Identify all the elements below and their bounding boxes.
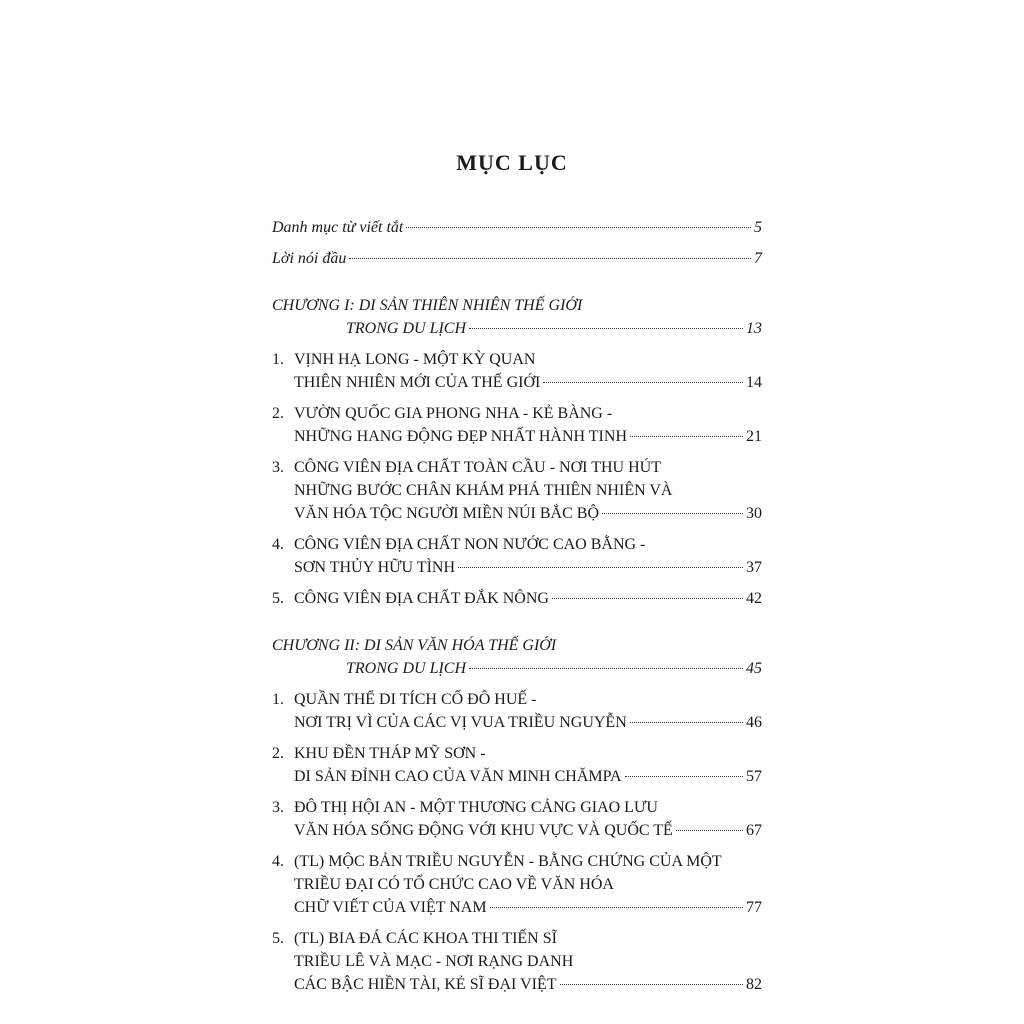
toc-item [272,348,762,394]
item-title-line: NHỮNG BƯỚC CHÂN KHÁM PHÁ THIÊN NHIÊN VÀ [294,482,673,499]
item-title-entry [294,973,762,996]
page-number: 37 [746,559,762,576]
table-of-contents [272,216,762,996]
dot-leader [676,830,743,831]
toc-item [272,402,762,448]
item-title-line: (TL) BIA ĐÁ CÁC KHOA THI TIẾN SĨ [294,930,557,947]
chapter-title-entry [272,317,762,340]
page-number: 7 [754,250,762,267]
item-number: 4. [272,853,284,870]
item-number: 3. [272,799,284,816]
item-title-line: CÔNG VIÊN ĐỊA CHẤT TOÀN CẦU - NƠI THU HÚT [294,459,661,476]
dot-leader [490,907,743,908]
item-title-line: KHU ĐỀN THÁP MỸ SƠN - [294,745,486,762]
item-title-entry [294,711,762,734]
page-number: 82 [746,976,762,993]
item-title-entry [294,556,762,579]
item-body [294,688,762,734]
item-body [294,533,762,579]
item-title-entry [294,765,762,788]
page-number: 13 [746,320,762,337]
item-title-line: VỊNH HẠ LONG - MỘT KỲ QUAN [294,351,536,368]
entry-label: CÔNG VIÊN ĐỊA CHẤT ĐẮK NÔNG [294,590,549,607]
page-number: 5 [754,219,762,236]
page-number: 67 [746,822,762,839]
toc-item [272,533,762,579]
item-body [294,348,762,394]
toc-item [272,587,762,610]
page-number: 21 [746,428,762,445]
dot-leader [625,776,743,777]
page-number: 42 [746,590,762,607]
entry-label: VĂN HÓA SỐNG ĐỘNG VỚI KHU VỰC VÀ QUỐC TẾ [294,822,673,839]
chapter-title-entry [272,657,762,680]
item-title-entry [294,819,762,842]
toc-item [272,927,762,996]
dot-leader [469,328,743,329]
dot-leader [560,984,743,985]
dot-leader [552,598,743,599]
item-title-entry [294,371,762,394]
entry-label: DI SẢN ĐỈNH CAO CỦA VĂN MINH CHĂMPA [294,768,622,785]
chapter-items [272,348,762,610]
dot-leader [630,436,743,437]
page-title: MỤC LỤC [456,150,568,175]
item-title-line: TRIỀU LÊ VÀ MẠC - NƠI RẠNG DANH [294,953,574,970]
item-body [294,742,762,788]
dot-leader [469,668,743,669]
dot-leader [602,513,743,514]
item-number: 5. [272,590,284,607]
toc-item [272,796,762,842]
toc-item [272,688,762,734]
chapter-title-line: CHƯƠNG II: DI SẢN VĂN HÓA THẾ GIỚI [272,637,557,654]
front-matter-entry [272,216,762,239]
dot-leader [406,227,751,228]
item-title-entry [294,587,762,610]
entry-label: NƠI TRỊ VÌ CỦA CÁC VỊ VUA TRIỀU NGUYỄN [294,714,627,731]
item-number: 5. [272,930,284,947]
item-title-entry [294,502,762,525]
dot-leader [458,567,743,568]
item-body [294,927,762,996]
item-title-line: TRIỀU ĐẠI CÓ TỔ CHỨC CAO VỀ VĂN HÓA [294,876,614,893]
item-number: 2. [272,405,284,422]
dot-leader [630,722,743,723]
entry-label: SƠN THỦY HỮU TÌNH [294,559,456,576]
entry-label: TRONG DU LỊCH [346,320,467,337]
item-number: 1. [272,691,284,708]
entry-label: THIÊN NHIÊN MỚI CỦA THẾ GIỚI [294,374,541,391]
toc-item [272,742,762,788]
item-title-line: QUẦN THỂ DI TÍCH CỐ ĐÔ HUẾ - [294,691,537,708]
item-number: 3. [272,459,284,476]
entry-label: Danh mục từ viết tắt [272,219,404,236]
page-number: 30 [746,505,762,522]
item-body [294,850,762,919]
item-number: 2. [272,745,284,762]
item-title-entry [294,896,762,919]
page-number: 57 [746,768,762,785]
entry-label: TRONG DU LỊCH [346,660,467,677]
item-body [294,587,762,610]
entry-label: CHỮ VIẾT CỦA VIỆT NAM [294,899,487,916]
toc-item [272,850,762,919]
dot-leader [349,258,751,259]
entry-label: NHỮNG HANG ĐỘNG ĐẸP NHẤT HÀNH TINH [294,428,627,445]
page-number: 46 [746,714,762,731]
item-title-line: CÔNG VIÊN ĐỊA CHẤT NON NƯỚC CAO BẰNG - [294,536,646,553]
entry-label: Lời nói đầu [272,250,347,267]
toc-item [272,456,762,525]
item-title-line: VƯỜN QUỐC GIA PHONG NHA - KẺ BÀNG - [294,405,613,422]
chapter-title-line: CHƯƠNG I: DI SẢN THIÊN NHIÊN THẾ GIỚI [272,297,583,314]
page-number: 14 [746,374,762,391]
item-body [294,456,762,525]
chapter-items [272,688,762,996]
item-number: 4. [272,536,284,553]
page-number: 45 [746,660,762,677]
item-body [294,796,762,842]
item-title-entry [294,425,762,448]
item-title-line: ĐÔ THỊ HỘI AN - MỘT THƯƠNG CẢNG GIAO LƯU [294,799,658,816]
page-number: 77 [746,899,762,916]
entry-label: CÁC BẬC HIỀN TÀI, KẺ SĨ ĐẠI VIỆT [294,976,557,993]
item-title-line: (TL) MỘC BẢN TRIỀU NGUYỄN - BẰNG CHỨNG CỦA MỘT [294,853,722,870]
item-number: 1. [272,351,284,368]
dot-leader [543,382,743,383]
entry-label: VĂN HÓA TỘC NGƯỜI MIỀN NÚI BẮC BỘ [294,505,600,522]
front-matter-entry [272,247,762,270]
chapter-heading [272,294,762,340]
item-body [294,402,762,448]
chapter-heading [272,634,762,680]
